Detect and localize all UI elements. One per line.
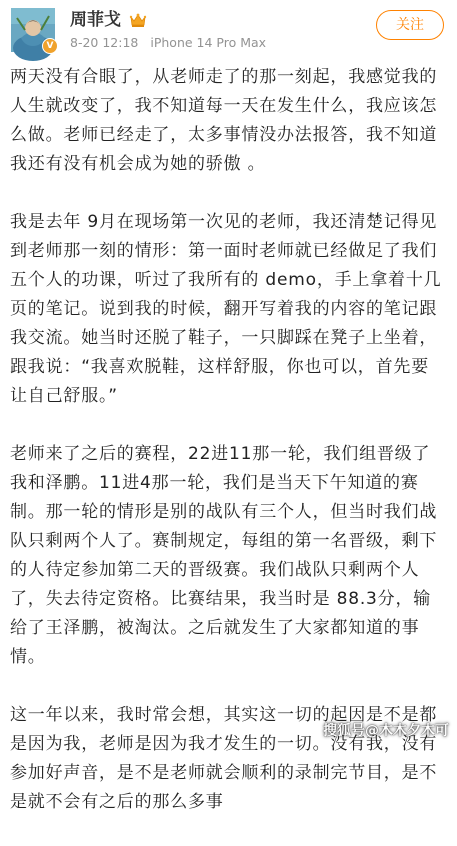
verified-badge-icon: V <box>42 38 58 54</box>
follow-button[interactable]: 关注 <box>376 10 444 40</box>
post-paragraph: 我是去年 9月在现场第一次见的老师，我还清楚记得见到老师那一刻的情形：第一面时老师就已经做足了我们五个人的功课，听过了我所有的 demo，手上拿着十几页的笔记。说到我的时候，翻开写着我的内容的笔记跟我交流。她当时还脱了鞋子，一只脚踩在凳子上坐着，跟我说：“我喜欢脱鞋，这样舒服，你也可以，首先要让自己舒服。” <box>10 212 442 406</box>
post-meta <box>70 34 274 52</box>
post-paragraph: 这一年以来，我时常会想，其实这一切的起因是不是都是因为我，老师是因为我才发生的一切。没有我，没有参加好声音，是不是老师就会顺利的录制完节目，是不是就不会有之后的那么多事 <box>10 705 438 812</box>
post-device: iPhone 14 Pro Max <box>150 35 267 50</box>
post-paragraph: 两天没有合眼了，从老师走了的那一刻起，我感觉我的人生就改变了，我不知道每一天在发生什么，我应该怎么做。老师已经走了，太多事情没办法报答，我不知道我还有没有机会成为她的骄傲 。 <box>10 67 438 174</box>
watermark: 搜狐号@木木夕木可 <box>323 723 449 739</box>
post-paragraph: 老师来了之后的赛程，22进11那一轮，我们组晋级了我和泽鹏。11进4那一轮，我们是当天下午知道的赛制。那一轮的情形是别的战队有三个人，但当时我们战队只剩两个人了。赛制规定，每组的第一名晋级，剩下的人待定参加第二天的晋级赛。我们战队只剩两个人了，失去待定资格。比赛结果，我当时是 88.3分，输给了王泽鹏，被淘汰。之后就发生了大家都知道的事情。 <box>10 444 438 667</box>
post-header <box>0 0 457 60</box>
post-date: 8-20 12:18 <box>70 35 139 50</box>
username[interactable]: 周菲戈 <box>70 10 121 30</box>
crown-icon <box>129 12 147 28</box>
